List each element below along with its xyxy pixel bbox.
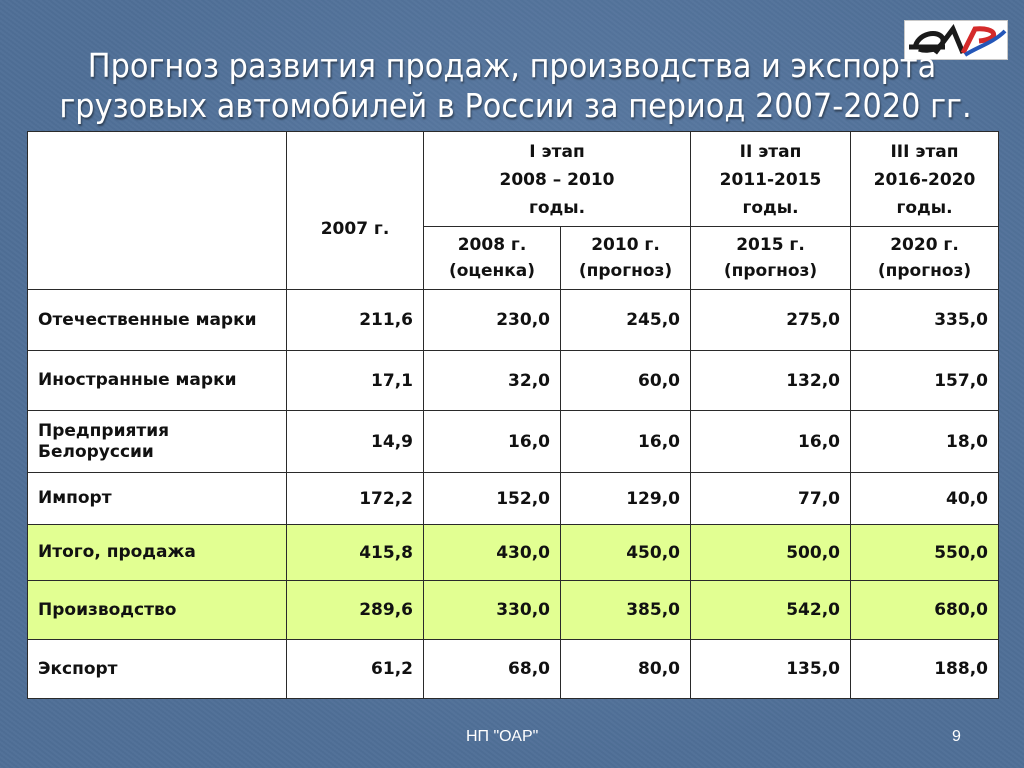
cell-value: 152,0 — [424, 473, 561, 525]
header-stage-3-line1: III этап — [890, 142, 959, 162]
cell-value: 275,0 — [691, 290, 851, 351]
header-stage-2-line1: II этап — [739, 142, 802, 162]
row-label: Иностранные марки — [28, 351, 287, 411]
subheader-2008 — [424, 227, 561, 290]
subheader-2020-year: 2020 г. — [890, 235, 959, 255]
cell-value: 550,0 — [851, 525, 999, 581]
table-row-highlighted — [28, 581, 999, 640]
header-empty-cell — [28, 132, 287, 290]
row-label: Отечественные марки — [28, 290, 287, 351]
subheader-2010-note: (прогноз) — [578, 261, 673, 281]
cell-value: 330,0 — [424, 581, 561, 640]
forecast-table — [27, 131, 999, 699]
table-row — [28, 640, 999, 699]
cell-value: 415,8 — [287, 525, 424, 581]
header-stage-1-line1: I этап — [529, 142, 585, 162]
header-stage-2 — [691, 132, 851, 227]
cell-value: 172,2 — [287, 473, 424, 525]
cell-value: 132,0 — [691, 351, 851, 411]
subheader-2010 — [561, 227, 691, 290]
slide-title-line1: Прогноз развития продаж, производства и экспорта — [87, 46, 937, 85]
cell-value: 16,0 — [424, 411, 561, 473]
header-stage-2-line3: годы. — [742, 198, 799, 218]
slide-title-line2: грузовых автомобилей в России за период 2007-2020 гг. — [59, 86, 972, 125]
header-stage-1-line2: 2008 – 2010 — [499, 170, 615, 190]
cell-value: 335,0 — [851, 290, 999, 351]
cell-value: 77,0 — [691, 473, 851, 525]
subheader-2015-year: 2015 г. — [736, 235, 805, 255]
cell-value: 61,2 — [287, 640, 424, 699]
row-label: Импорт — [28, 473, 287, 525]
table-header-row — [28, 132, 999, 227]
cell-value: 40,0 — [851, 473, 999, 525]
header-stage-1-line3: годы. — [528, 198, 586, 218]
cell-value: 60,0 — [561, 351, 691, 411]
cell-value: 17,1 — [287, 351, 424, 411]
footer-organization: НП "ОАР" — [466, 728, 539, 745]
cell-value: 68,0 — [424, 640, 561, 699]
table-row-highlighted — [28, 525, 999, 581]
slide-title — [59, 46, 972, 126]
subheader-2020-note: (прогноз) — [877, 261, 972, 281]
cell-value: 289,6 — [287, 581, 424, 640]
row-label: Экспорт — [28, 640, 287, 699]
header-stage-1 — [424, 132, 691, 227]
cell-value: 188,0 — [851, 640, 999, 699]
cell-value: 129,0 — [561, 473, 691, 525]
subheader-2008-year: 2008 г. — [457, 235, 527, 255]
cell-value: 385,0 — [561, 581, 691, 640]
row-label: Предприятия Белоруссии — [28, 411, 287, 473]
table-row — [28, 290, 999, 351]
cell-value: 16,0 — [691, 411, 851, 473]
cell-value: 157,0 — [851, 351, 999, 411]
subheader-2015-note: (прогноз) — [723, 261, 818, 281]
header-stage-3-line3: годы. — [896, 198, 953, 218]
subheader-2010-year: 2010 г. — [591, 235, 660, 255]
header-stage-2-line2: 2011-2015 — [719, 170, 822, 190]
row-label: Производство — [28, 581, 287, 640]
cell-value: 14,9 — [287, 411, 424, 473]
cell-value: 500,0 — [691, 525, 851, 581]
header-stage-3-line2: 2016-2020 — [873, 170, 976, 190]
cell-value: 135,0 — [691, 640, 851, 699]
table-row — [28, 473, 999, 525]
subheader-2008-note: (оценка) — [448, 261, 536, 281]
cell-value: 430,0 — [424, 525, 561, 581]
cell-value: 211,6 — [287, 290, 424, 351]
header-2007: 2007 г. — [287, 132, 424, 290]
cell-value: 18,0 — [851, 411, 999, 473]
subheader-2020 — [851, 227, 999, 290]
cell-value: 16,0 — [561, 411, 691, 473]
cell-value: 80,0 — [561, 640, 691, 699]
cell-value: 680,0 — [851, 581, 999, 640]
cell-value: 450,0 — [561, 525, 691, 581]
table-row — [28, 411, 999, 473]
page-number: 9 — [952, 728, 961, 745]
cell-value: 32,0 — [424, 351, 561, 411]
cell-value: 542,0 — [691, 581, 851, 640]
subheader-2015 — [691, 227, 851, 290]
cell-value: 245,0 — [561, 290, 691, 351]
row-label: Итого, продажа — [28, 525, 287, 581]
cell-value: 230,0 — [424, 290, 561, 351]
header-stage-3 — [851, 132, 999, 227]
table-row — [28, 351, 999, 411]
